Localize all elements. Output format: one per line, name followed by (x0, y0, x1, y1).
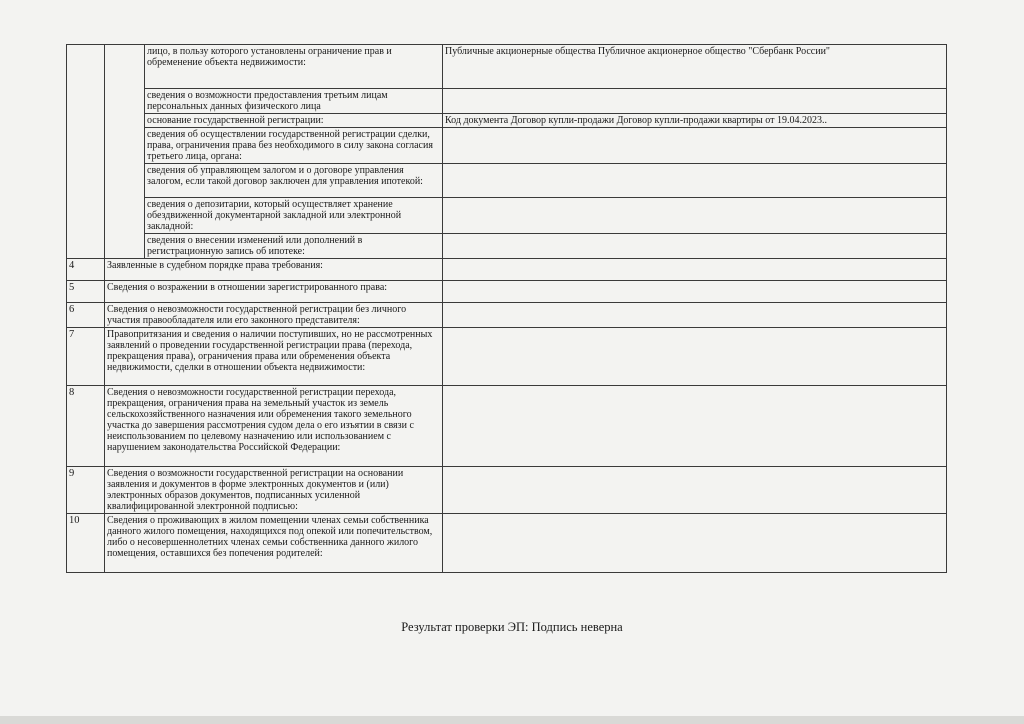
field-value (443, 234, 947, 259)
field-label: сведения о внесении изменений или дополнений в регистрационную запись об ипотеке: (145, 234, 443, 259)
field-label: сведения об управляющем залогом и о договоре управления залогом, если такой договор заключен для управления ипотекой: (145, 164, 443, 198)
table-row (67, 198, 947, 234)
scan-edge (0, 716, 1024, 724)
field-label: Правопритязания и сведения о наличии поступивших, но не рассмотренных заявлений о проведении государственной регистрации права (перехода, прекращения права), ограничения права или обременения объекта недвижимости, сделки в отношении объекта недвижимости: (105, 328, 443, 386)
field-value (443, 128, 947, 164)
field-value: Код документа Договор купли-продажи Договор купли-продажи квартиры от 19.04.2023.. (443, 114, 947, 128)
table-row (67, 328, 947, 386)
row-number: 9 (67, 467, 105, 514)
field-label: основание государственной регистрации: (145, 114, 443, 128)
table-row (67, 45, 947, 89)
field-label: Сведения о проживающих в жилом помещении членах семьи собственника данного жилого помещения, находящихся под опекой или попечительством, либо о несовершеннолетних членах семьи собственника данного жилого помещения, оставшихся без попечения родителей: (105, 514, 443, 573)
field-value (443, 467, 947, 514)
field-label: Заявленные в судебном порядке права требования: (105, 259, 443, 281)
field-value (443, 328, 947, 386)
field-label: сведения об осуществлении государственной регистрации сделки, права, ограничения права без необходимого в силу закона согласия третьего лица, органа: (145, 128, 443, 164)
row-number: 6 (67, 303, 105, 328)
table-row (67, 89, 947, 114)
field-value (443, 164, 947, 198)
row-number: 5 (67, 281, 105, 303)
sub-number-cell (105, 45, 145, 259)
field-label: Сведения о невозможности государственной регистрации без личного участия правообладателя или его законного представителя: (105, 303, 443, 328)
field-label: Сведения о возражении в отношении зарегистрированного права: (105, 281, 443, 303)
table-row (67, 259, 947, 281)
table-row (67, 467, 947, 514)
field-label: сведения о возможности предоставления третьим лицам персональных данных физического лица (145, 89, 443, 114)
row-number: 4 (67, 259, 105, 281)
registry-table (66, 44, 947, 573)
field-label: лицо, в пользу которого установлены ограничение прав и обременение объекта недвижимости: (145, 45, 443, 89)
table-row (67, 281, 947, 303)
table-row (67, 386, 947, 467)
field-value (443, 89, 947, 114)
table-row (67, 514, 947, 573)
signature-check-result: Результат проверки ЭП: Подпись неверна (401, 620, 623, 634)
field-label: Сведения о возможности государственной регистрации на основании заявления и документов в форме электронных документов и (или) электронных образов документов, подписанных усиленной квалифицированной электронной подписью: (105, 467, 443, 514)
field-value (443, 281, 947, 303)
row-number: 8 (67, 386, 105, 467)
row-number: 7 (67, 328, 105, 386)
row-number: 10 (67, 514, 105, 573)
field-value (443, 198, 947, 234)
table-row (67, 128, 947, 164)
field-value: Публичные акционерные общества Публичное акционерное общество "Сбербанк России" (443, 45, 947, 89)
table-row (67, 234, 947, 259)
table-row (67, 164, 947, 198)
table-row (67, 303, 947, 328)
field-value (443, 303, 947, 328)
field-value (443, 514, 947, 573)
row-number-cell (67, 45, 105, 259)
field-label: сведения о депозитарии, который осуществляет хранение обездвиженной документарной закладной или электронной закладной: (145, 198, 443, 234)
table-row (67, 114, 947, 128)
field-value (443, 386, 947, 467)
field-label: Сведения о невозможности государственной регистрации перехода, прекращения, ограничения права на земельный участок из земель сельскохозяйственного назначения или обременения такого земельного участка до завершения рассмотрения судом дела о его изъятии в связи с неиспользованием по целевому назначению или использованием с нарушением законодательства Российской Федерации: (105, 386, 443, 467)
field-value (443, 259, 947, 281)
